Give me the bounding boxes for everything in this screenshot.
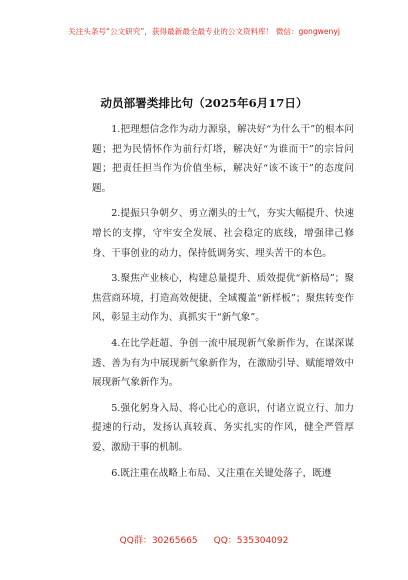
paragraph-5: 5.强化躬身入局、将心比心的意识，付诸立说立行、加力提速的行动，发扬认真较真、务实扎实的作风，健全严管厚爱、激励干事的机制。 bbox=[92, 402, 354, 453]
document-body bbox=[92, 120, 354, 489]
paragraph-3: 3.聚焦产业核心，构建总量提升、质效提优“新格局”；聚焦营商环境，打造高效便捷、全域覆盖“新样板”；聚焦转变作风，彰显主动作为、真抓实干“新气象”。 bbox=[92, 273, 354, 324]
document-title: 动员部署类排比句（2025年6月17日） bbox=[100, 96, 308, 110]
paragraph-2: 2.提振只争朝夕、勇立潮头的士气，夯实大幅提升、快速增长的支撑，守牢安全发展、社会稳定的底线，增强律己修身、干事创业的动力，保持低调务实、埋头苦干的本色。 bbox=[92, 208, 354, 259]
paragraph-6: 6.既注重在战略上布局、又注重在关键处落子，既遵 bbox=[111, 467, 332, 479]
qq-number: QQ：535304092 bbox=[213, 536, 289, 546]
paragraph-4: 4.在比学赶超、争创一流中展现新气象新作为，在谋深谋透、善为有为中展现新气象新作为，在激励引导、赋能增效中展现新气象新作为。 bbox=[92, 337, 354, 389]
footer-contact bbox=[0, 535, 408, 547]
promo-banner: 关注头条号“公文研究”，获得最新最全最专业的公文资料库！ 微信：gongwenyj bbox=[68, 27, 340, 36]
paragraph-1: 1.把理想信念作为动力源泉，解决好“为什么干”的根本问题；把为民情怀作为前行灯塔，解决好“为谁而干”的宗旨问题；把责任担当作为价值坐标，解决好“该不该干”的态度问题。 bbox=[92, 124, 354, 194]
qq-group-number: QQ群：30265665 bbox=[119, 536, 198, 546]
